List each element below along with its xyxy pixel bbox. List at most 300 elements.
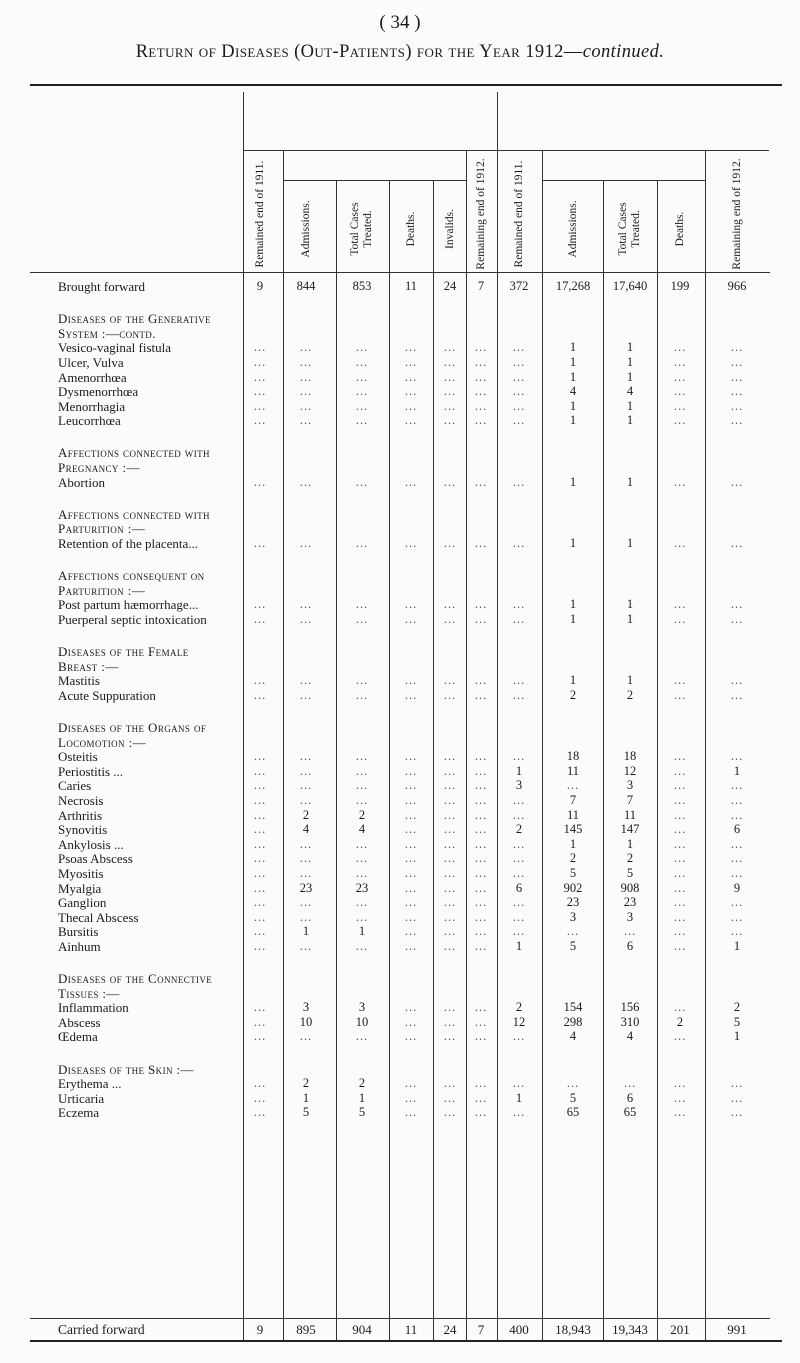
disease-label: Eczema: [58, 1105, 100, 1121]
table-cell: ...: [299, 474, 313, 489]
table-cell: 1: [626, 474, 634, 489]
table-cell: 5: [569, 865, 577, 880]
table-cell: ...: [443, 340, 457, 355]
table-cell: ...: [673, 1076, 687, 1091]
table-cell: ...: [673, 938, 687, 953]
table-cell: ...: [474, 807, 488, 822]
carried-forward-cell: 24: [443, 1322, 457, 1337]
table-cell: ...: [355, 535, 369, 550]
table-cell: ...: [299, 836, 313, 851]
table-cell: 1: [626, 413, 634, 428]
table-cell: ...: [673, 880, 687, 895]
table-cell: ...: [443, 687, 457, 702]
table-cell: ...: [253, 384, 267, 399]
table-cell: ...: [253, 687, 267, 702]
table-cell: 2: [302, 807, 310, 822]
table-cell: ...: [474, 865, 488, 880]
column-divider: [466, 150, 467, 1340]
table-cell: ...: [673, 851, 687, 866]
table-cell: ...: [355, 763, 369, 778]
disease-label: Ankylosis ...: [58, 836, 124, 852]
table-cell: 1: [626, 354, 634, 369]
table-cell: ...: [474, 1076, 488, 1091]
table-cell: 6: [733, 822, 741, 837]
table-cell: ...: [299, 354, 313, 369]
table-cell: 17,268: [555, 279, 591, 293]
table-cell: ...: [512, 749, 526, 764]
disease-label: Œdema: [58, 1029, 98, 1045]
col-header-admissions: Admissions.: [300, 199, 312, 258]
table-cell: ...: [673, 597, 687, 612]
table-cell: ...: [253, 792, 267, 807]
column-divider: [389, 180, 390, 1340]
table-cell: ...: [512, 340, 526, 355]
table-cell: ...: [474, 763, 488, 778]
table-cell: ...: [673, 687, 687, 702]
table-cell: ...: [730, 673, 744, 688]
table-cell: ...: [299, 340, 313, 355]
table-cell: ...: [404, 1000, 418, 1015]
section-heading: Pregnancy :—: [58, 460, 140, 476]
table-cell: ...: [299, 895, 313, 910]
table-cell: 5: [302, 1105, 310, 1120]
table-cell: ...: [730, 340, 744, 355]
disease-label: Retention of the placenta...: [58, 535, 199, 551]
disease-label: Amenorrhœa: [58, 369, 127, 385]
table-cell: ...: [512, 474, 526, 489]
table-cell: ...: [623, 924, 637, 939]
table-cell: ...: [299, 413, 313, 428]
table-cell: ...: [355, 895, 369, 910]
table-cell: ...: [443, 763, 457, 778]
disease-label: Bursitis: [58, 924, 99, 940]
table-cell: ...: [474, 673, 488, 688]
table-cell: ...: [474, 822, 488, 837]
disease-label: Synovitis: [58, 822, 108, 838]
table-cell: 1: [569, 398, 577, 413]
disease-label: Ainhum: [58, 938, 101, 954]
table-cell: 2: [626, 851, 634, 866]
table-cell: ...: [443, 597, 457, 612]
table-cell: ...: [443, 1090, 457, 1105]
table-cell: ...: [355, 851, 369, 866]
table-cell: ...: [253, 909, 267, 924]
table-cell: ...: [404, 384, 418, 399]
table-cell: 3: [358, 1000, 366, 1015]
disease-label: Menorrhagia: [58, 398, 126, 414]
table-cell: ...: [404, 909, 418, 924]
page-number: ( 34 ): [379, 12, 421, 33]
table-cell: 65: [566, 1105, 580, 1120]
table-cell: 9: [733, 880, 741, 895]
table-cell: ...: [299, 749, 313, 764]
col-header-remaining: Remaining end of 1912.: [731, 157, 743, 270]
table-cell: ...: [253, 749, 267, 764]
carried-forward-cell: 400: [509, 1322, 529, 1337]
table-cell: ...: [730, 369, 744, 384]
header-bottom-rule: [30, 272, 770, 273]
disease-label: Periostitis ...: [58, 763, 124, 779]
table-cell: ...: [512, 597, 526, 612]
table-cell: 1: [569, 535, 577, 550]
table-cell: ...: [355, 369, 369, 384]
table-cell: ...: [299, 611, 313, 626]
table-cell: ...: [730, 792, 744, 807]
table-cell: ...: [299, 384, 313, 399]
table-cell: ...: [474, 1014, 488, 1029]
section-heading: Locomotion :—: [58, 734, 147, 750]
table-cell: ...: [443, 778, 457, 793]
disease-label: Myositis: [58, 865, 104, 881]
table-cell: ...: [566, 778, 580, 793]
table-cell: ...: [299, 398, 313, 413]
table-cell: ...: [730, 597, 744, 612]
table-cell: ...: [730, 1090, 744, 1105]
table-cell: ...: [253, 354, 267, 369]
col-header-total-cases: Total Cases Treated.: [349, 201, 374, 256]
table-cell: ...: [443, 1105, 457, 1120]
table-cell: ...: [355, 611, 369, 626]
table-cell: ...: [443, 1029, 457, 1044]
table-cell: 5: [358, 1105, 366, 1120]
table-cell: 1: [733, 1029, 741, 1044]
title-main: Return of Diseases (Out-Patients) for the Year 1912—: [135, 42, 583, 62]
table-cell: 199: [670, 279, 690, 293]
section-heading: Parturition :—: [58, 521, 146, 537]
table-cell: ...: [730, 611, 744, 626]
carried-forward-cell: 19,343: [612, 1322, 648, 1337]
table-cell: ...: [355, 340, 369, 355]
table-cell: 5: [569, 938, 577, 953]
table-cell: ...: [566, 924, 580, 939]
table-cell: ...: [512, 924, 526, 939]
col-header-invalids: Invalids.: [444, 208, 456, 249]
table-cell: 3: [569, 909, 577, 924]
table-cell: ...: [404, 1076, 418, 1091]
table-cell: ...: [474, 792, 488, 807]
table-cell: ...: [673, 822, 687, 837]
table-cell: ...: [404, 938, 418, 953]
table-cell: ...: [355, 909, 369, 924]
table-cell: 1: [515, 1090, 523, 1105]
table-cell: 11: [566, 807, 580, 822]
col-header-admissions: Admissions.: [567, 199, 579, 258]
table-cell: ...: [443, 822, 457, 837]
table-cell: ...: [299, 1029, 313, 1044]
table-cell: ...: [512, 673, 526, 688]
table-cell: ...: [355, 354, 369, 369]
table-cell: ...: [443, 865, 457, 880]
table-cell: 1: [569, 413, 577, 428]
table-cell: 11: [623, 807, 637, 822]
table-cell: ...: [253, 597, 267, 612]
table-cell: 23: [299, 880, 313, 895]
column-divider: [542, 150, 543, 1340]
table-cell: ...: [474, 340, 488, 355]
disease-label: Ulcer, Vulva: [58, 354, 124, 370]
table-cell: 4: [626, 1029, 634, 1044]
table-cell: ...: [673, 909, 687, 924]
table-cell: ...: [512, 369, 526, 384]
table-cell: ...: [673, 749, 687, 764]
table-cell: ...: [443, 880, 457, 895]
section-heading: Affections consequent on: [58, 568, 205, 584]
carried-forward-cell: 11: [404, 1322, 418, 1337]
table-cell: 853: [352, 279, 372, 293]
table-cell: ...: [512, 836, 526, 851]
table-cell: 10: [355, 1014, 369, 1029]
table-cell: ...: [253, 611, 267, 626]
col-header-remaining: Remaining end of 1912.: [475, 157, 487, 270]
table-cell: 966: [727, 279, 747, 293]
table-cell: 5: [626, 865, 634, 880]
table-cell: 1: [569, 611, 577, 626]
table-cell: 1: [733, 938, 741, 953]
table-cell: 1: [569, 340, 577, 355]
table-cell: ...: [404, 924, 418, 939]
disease-label: Caries: [58, 778, 92, 794]
table-cell: ...: [474, 938, 488, 953]
table-cell: 4: [302, 822, 310, 837]
table-cell: ...: [443, 1000, 457, 1015]
table-cell: 2: [358, 807, 366, 822]
table-cell: ...: [253, 673, 267, 688]
disease-label: Osteitis: [58, 749, 98, 765]
table-cell: ...: [404, 1105, 418, 1120]
table-cell: 1: [626, 611, 634, 626]
table-cell: ...: [404, 763, 418, 778]
table-cell: ...: [253, 851, 267, 866]
carried-forward-cell: 201: [670, 1322, 690, 1337]
table-cell: 1: [569, 836, 577, 851]
table-cell: ...: [623, 1076, 637, 1091]
table-cell: 4: [569, 384, 577, 399]
top-rule: [30, 84, 782, 86]
table-cell: ...: [673, 1105, 687, 1120]
disease-label: Acute Suppuration: [58, 687, 156, 703]
table-cell: ...: [474, 354, 488, 369]
table-cell: 1: [302, 1090, 310, 1105]
table-cell: 1: [626, 836, 634, 851]
table-cell: ...: [673, 398, 687, 413]
native-header-rule: [497, 150, 769, 151]
carried-forward-cell: 9: [256, 1322, 264, 1337]
table-cell: ...: [474, 384, 488, 399]
section-heading: System :—contd.: [58, 325, 156, 341]
table-cell: ...: [673, 673, 687, 688]
table-cell: 1: [626, 673, 634, 688]
column-divider: [243, 92, 244, 1340]
table-cell: 23: [623, 895, 637, 910]
table-cell: ...: [512, 1105, 526, 1120]
table-cell: 5: [569, 1090, 577, 1105]
table-cell: ...: [730, 749, 744, 764]
disease-label: Brought forward: [58, 279, 146, 294]
column-divider: [705, 150, 706, 1340]
table-cell: 298: [563, 1014, 583, 1029]
table-cell: ...: [253, 865, 267, 880]
table-cell: ...: [474, 895, 488, 910]
table-cell: ...: [404, 398, 418, 413]
euro-header-rule: [243, 150, 497, 151]
table-cell: ...: [474, 924, 488, 939]
section-heading: Affections connected with: [58, 445, 210, 461]
table-cell: 2: [676, 1014, 684, 1029]
table-cell: 11: [404, 279, 418, 293]
table-cell: ...: [299, 673, 313, 688]
table-cell: ...: [404, 597, 418, 612]
table-cell: ...: [404, 369, 418, 384]
disease-label: Urticaria: [58, 1090, 105, 1106]
table-cell: ...: [673, 836, 687, 851]
table-cell: ...: [404, 851, 418, 866]
table-cell: ...: [253, 924, 267, 939]
table-cell: 6: [515, 880, 523, 895]
table-cell: ...: [512, 865, 526, 880]
table-cell: ...: [299, 778, 313, 793]
table-cell: ...: [355, 673, 369, 688]
table-cell: ...: [443, 1014, 457, 1029]
table-cell: ...: [673, 1029, 687, 1044]
table-cell: ...: [730, 354, 744, 369]
col-header-remained: Remained end of 1911.: [513, 160, 525, 267]
table-cell: ...: [355, 597, 369, 612]
table-cell: 5: [733, 1014, 741, 1029]
table-cell: ...: [253, 1000, 267, 1015]
table-cell: 3: [302, 1000, 310, 1015]
column-divider: [657, 180, 658, 1340]
table-cell: 7: [626, 792, 634, 807]
table-cell: ...: [512, 909, 526, 924]
table-cell: 3: [515, 778, 523, 793]
table-cell: ...: [443, 673, 457, 688]
table-cell: ...: [512, 611, 526, 626]
table-cell: ...: [512, 398, 526, 413]
table-cell: ...: [299, 909, 313, 924]
table-cell: 4: [569, 1029, 577, 1044]
table-cell: ...: [443, 924, 457, 939]
table-cell: 1: [515, 763, 523, 778]
disease-label: Erythema ...: [58, 1076, 122, 1092]
table-cell: ...: [443, 369, 457, 384]
table-cell: ...: [474, 535, 488, 550]
table-cell: 3: [626, 909, 634, 924]
table-cell: ...: [355, 938, 369, 953]
table-cell: 24: [443, 279, 457, 293]
section-heading: Diseases of the Female: [58, 644, 189, 659]
table-cell: ...: [730, 909, 744, 924]
table-cell: ...: [730, 865, 744, 880]
table-cell: ...: [404, 474, 418, 489]
table-cell: ...: [253, 895, 267, 910]
table-cell: ...: [673, 807, 687, 822]
table-cell: ...: [730, 851, 744, 866]
table-cell: ...: [404, 792, 418, 807]
table-cell: ...: [730, 384, 744, 399]
table-cell: 147: [620, 822, 640, 837]
table-cell: 844: [296, 279, 316, 293]
table-cell: ...: [404, 749, 418, 764]
table-cell: ...: [673, 865, 687, 880]
table-cell: ...: [566, 1076, 580, 1091]
table-cell: ...: [404, 807, 418, 822]
table-cell: ...: [404, 895, 418, 910]
table-cell: ...: [474, 1000, 488, 1015]
table-cell: 154: [563, 1000, 583, 1015]
table-cell: 10: [299, 1014, 313, 1029]
table-cell: ...: [730, 778, 744, 793]
section-heading: Diseases of the Skin :—: [58, 1061, 194, 1077]
carried-forward-label: Carried forward: [58, 1322, 145, 1337]
table-cell: ...: [443, 749, 457, 764]
table-cell: 1: [515, 938, 523, 953]
table-cell: ...: [299, 938, 313, 953]
table-cell: ...: [673, 369, 687, 384]
table-cell: ...: [355, 398, 369, 413]
table-cell: ...: [730, 1076, 744, 1091]
table-cell: 11: [566, 763, 580, 778]
section-heading: Breast :—: [58, 658, 119, 674]
table-cell: ...: [474, 778, 488, 793]
table-cell: ...: [299, 865, 313, 880]
table-cell: ...: [673, 340, 687, 355]
table-cell: ...: [512, 851, 526, 866]
table-cell: ...: [404, 340, 418, 355]
col-header-deaths: Deaths.: [674, 211, 686, 246]
table-cell: ...: [404, 1014, 418, 1029]
table-cell: ...: [299, 792, 313, 807]
disease-label: Abortion: [58, 474, 105, 490]
table-cell: 1: [626, 369, 634, 384]
col-header-remained: Remained end of 1911.: [254, 160, 266, 267]
disease-label: Ganglion: [58, 895, 107, 911]
table-cell: ...: [355, 836, 369, 851]
table-cell: ...: [673, 413, 687, 428]
page-title: [0, 42, 800, 63]
table-cell: ...: [355, 865, 369, 880]
column-divider: [603, 180, 604, 1340]
table-cell: ...: [673, 1090, 687, 1105]
table-cell: ...: [512, 384, 526, 399]
table-cell: ...: [355, 778, 369, 793]
table-cell: ...: [474, 369, 488, 384]
col-header-total-cases: Total Cases Treated.: [617, 201, 642, 256]
table-cell: 156: [620, 1000, 640, 1015]
table-cell: ...: [253, 938, 267, 953]
table-cell: 908: [620, 880, 640, 895]
table-cell: ...: [253, 822, 267, 837]
table-cell: ...: [404, 1029, 418, 1044]
table-cell: ...: [730, 535, 744, 550]
section-heading: Tissues :—: [58, 985, 120, 1001]
table-cell: 1: [358, 1090, 366, 1105]
table-cell: ...: [404, 611, 418, 626]
section-heading: Diseases of the Organs of: [58, 719, 207, 735]
table-cell: ...: [443, 384, 457, 399]
table-cell: ...: [474, 851, 488, 866]
table-cell: ...: [512, 354, 526, 369]
table-cell: ...: [474, 836, 488, 851]
table-cell: ...: [253, 1076, 267, 1091]
table-cell: ...: [404, 865, 418, 880]
table-cell: ...: [512, 687, 526, 702]
table-cell: 2: [733, 1000, 741, 1015]
table-cell: ...: [730, 924, 744, 939]
table-cell: ...: [355, 384, 369, 399]
table-cell: ...: [474, 597, 488, 612]
table-cell: ...: [443, 474, 457, 489]
table-cell: 9: [256, 279, 264, 293]
